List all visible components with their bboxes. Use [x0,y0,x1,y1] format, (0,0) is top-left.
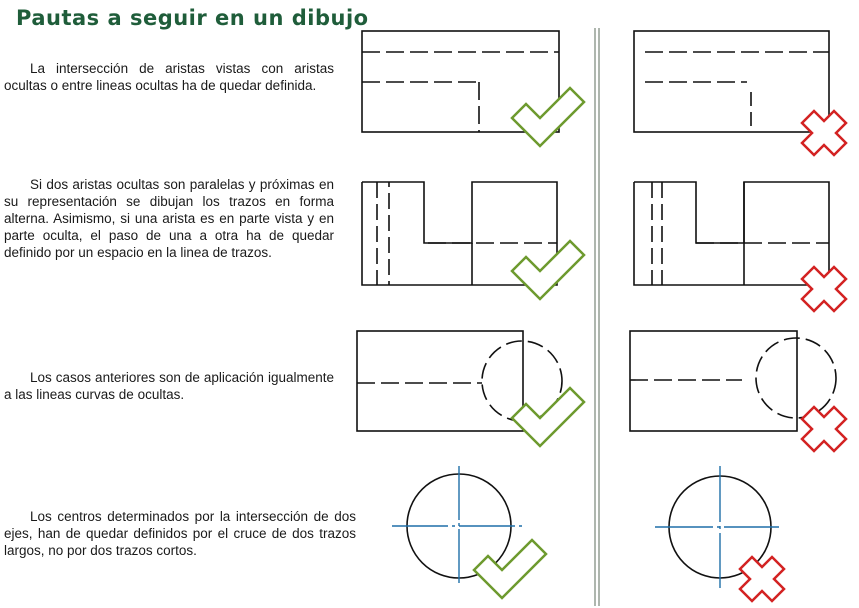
rule-curves-text: Los casos anteriores son de aplicación igualmente a las lineas curvas de ocultas. [4,370,334,402]
rule-intersection-text: La intersección de aristas vistas con aristas ocultas o entre lineas ocultas ha de quedar definida. [4,61,334,93]
figure-parallel-wrong [634,182,829,285]
rule-parallel-text: Si dos aristas ocultas son paralelas y próximas en su representación se dibujan los trazos en forma alterna. Asimismo, si una arista es en parte vista y en parte oculta, el paso de una a otra ha de quedar definido por un espacio en la linea de trazos. [4,177,334,260]
check-mark-icon [512,241,584,299]
page-title: Pautas a seguir en un dibujo [16,6,369,30]
rule-centers-text: Los centros determinados por la intersección de dos ejes, han de quedar definidos por el cruce de dos trazos largos, no por dos trazos cortos. [4,509,356,558]
cross-mark-icon [802,111,846,155]
check-mark-icon [512,88,584,146]
figure-intersection-wrong [634,31,829,132]
cross-mark-icon [802,267,846,311]
cross-mark-icon [802,407,846,451]
cross-mark-icon [740,557,784,601]
check-mark-icon [474,540,546,598]
column-divider [595,28,599,606]
